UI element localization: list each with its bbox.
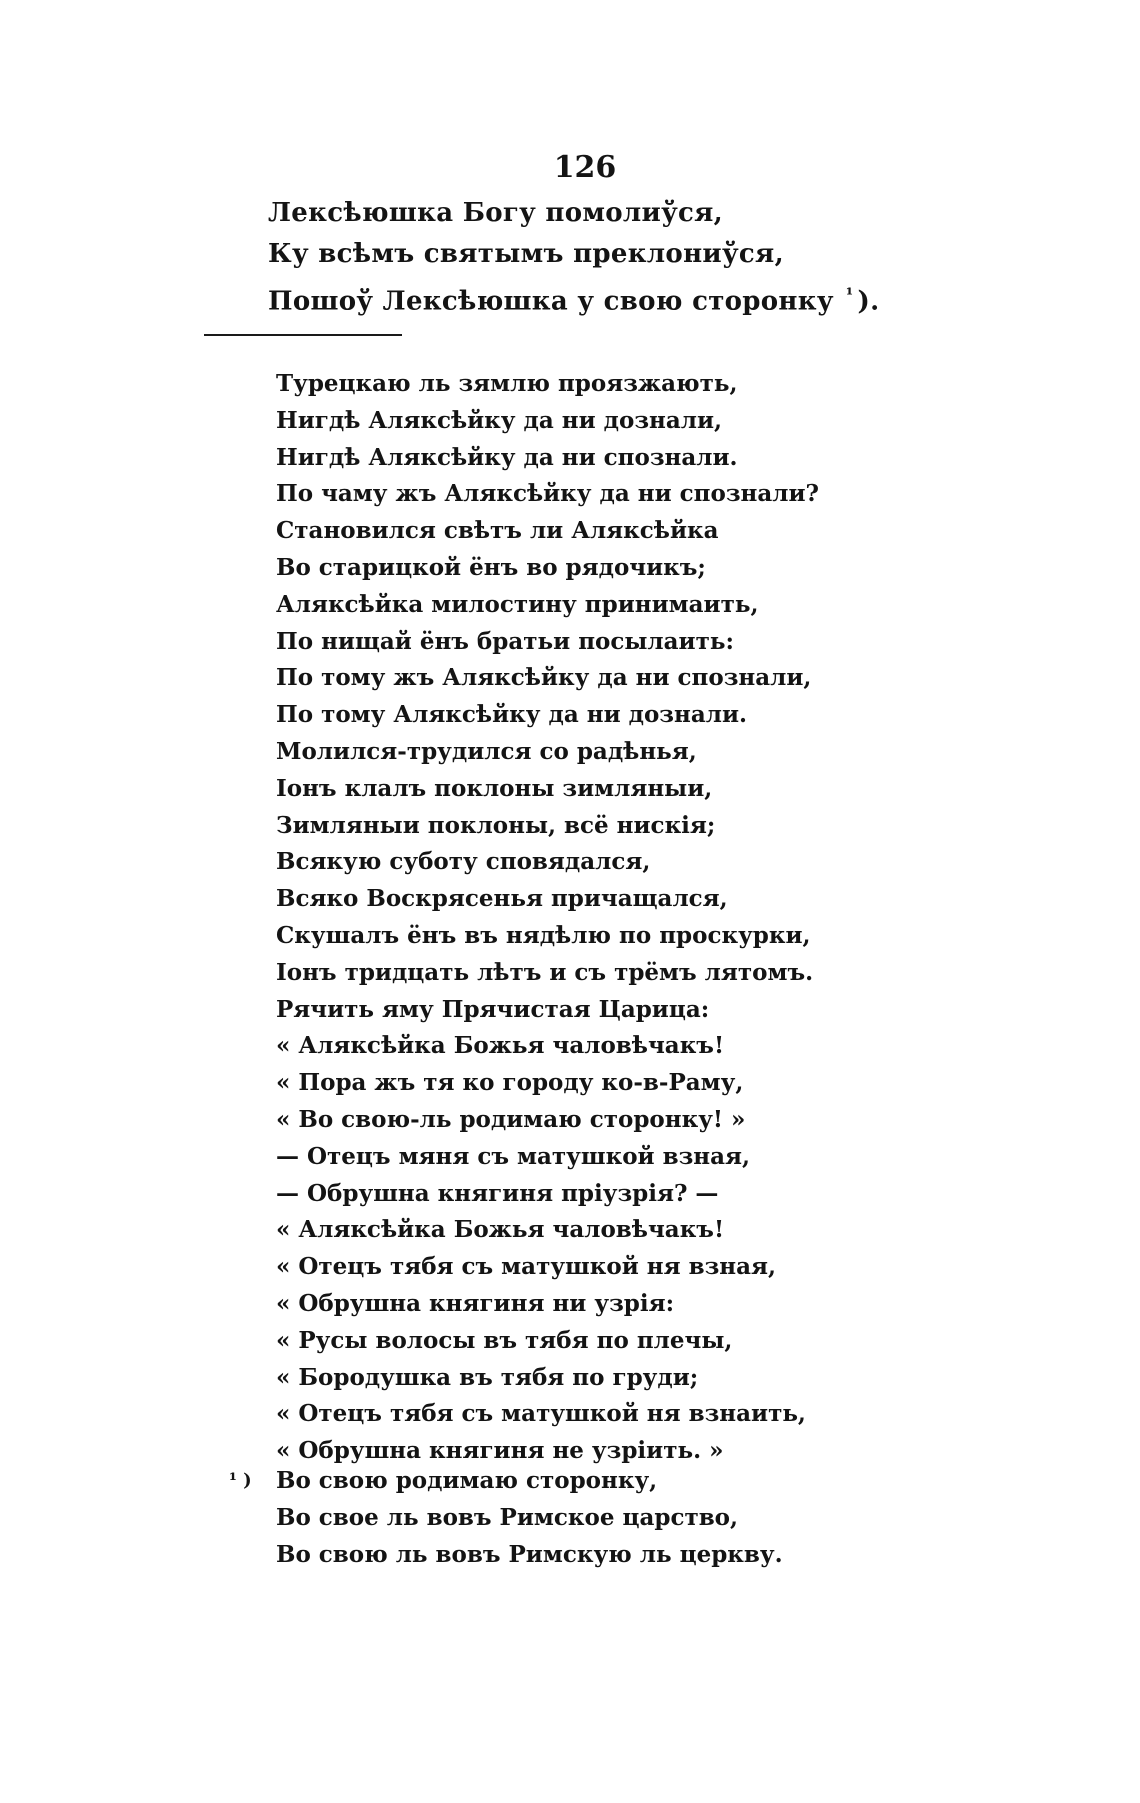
footnote-line: По тому жъ Аляксѣйку да ни спознали, — [276, 664, 812, 692]
footnote-line: « Во свою-ль родимаю сторонку! » — [276, 1105, 746, 1133]
variant-line: Во свою ль вовъ Римскую ль церкву. — [276, 1540, 783, 1568]
footnote-line: Скушалъ ёнъ въ нядѣлю по проскурки, — [276, 921, 811, 949]
verse-line-text: Пошоў Лексѣюшка у свою сторонку — [268, 286, 834, 317]
footnote-reference: ¹ — [845, 285, 854, 305]
footnote-line: Аляксѣйка милостину принимаить, — [276, 590, 759, 618]
footnote-line: « Обрушна княгиня ни узрія: — [276, 1289, 675, 1317]
verse-line: Лексѣюшка Богу помолиўся, — [268, 198, 724, 228]
footnote-verses — [276, 366, 1056, 1470]
main-verses — [268, 193, 1068, 316]
footnote-line: — Обрушна княгиня пріузрія? — — [276, 1179, 719, 1207]
variant-line: Во свою родимаю сторонку, — [276, 1467, 658, 1494]
verse-line: Ку всѣмъ святымъ преклониўся, — [268, 239, 784, 269]
footnote-line: По нищай ёнъ братьи посылаить: — [276, 627, 734, 655]
footnote-line: « Отецъ тябя съ матушкой ня взная, — [276, 1253, 777, 1281]
footnote-line: « Отецъ тябя съ матушкой ня взнаить, — [276, 1400, 806, 1428]
footnote-line: Нигдѣ Аляксѣйку да ни дознали, — [276, 406, 723, 434]
footnote-line: Нигдѣ Аляксѣйку да ни спознали. — [276, 443, 738, 471]
footnote-line: — Отецъ мяня съ матушкой взная, — [276, 1142, 751, 1170]
footnote-line: « Аляксѣйка Божья чаловѣчакъ! — [276, 1216, 725, 1244]
verse-line-trailing: ). — [857, 286, 880, 317]
footnote-line: Рячить яму Прячистая Царица: — [276, 995, 710, 1023]
footnote-line: Молился-трудился со радѣнья, — [276, 737, 697, 765]
verse-line-with-footnote — [268, 275, 1068, 316]
footnote-line: « Бородушка въ тябя по груди; — [276, 1363, 699, 1391]
footnote-line: Турецкаю ль зямлю проязжають, — [276, 370, 738, 397]
footnote-line: Всякую суботу сповядался, — [276, 848, 651, 876]
footnote-line: « Аляксѣйка Божья чаловѣчакъ! — [276, 1032, 725, 1060]
footnote-line: Іонъ тридцать лѣтъ и съ трёмъ лятомъ. — [276, 958, 814, 986]
footnote-line: « Русы волосы въ тябя по плечы, — [276, 1326, 733, 1354]
footnote-line: « Пора жъ тя ко городу ко-в-Раму, — [276, 1069, 744, 1097]
variant-line: Во свое ль вовъ Римское царство, — [276, 1503, 739, 1531]
footnote-line: По чаму жъ Аляксѣйку да ни спознали? — [276, 480, 820, 508]
footnote-line: Зимляныи поклоны, всё нискія; — [276, 811, 716, 839]
footnote-line: Всяко Воскрясенья причащался, — [276, 885, 728, 913]
footnote-line: Становился свѣтъ ли Аляксѣйка — [276, 517, 719, 545]
footnote-line: « Обрушна княгиня не узріить. » — [276, 1437, 724, 1465]
footnote-label: ¹ ) — [229, 1470, 252, 1491]
footnote-line: Во старицкой ёнъ во рядочикъ; — [276, 553, 706, 581]
footnote-line: По тому Аляксѣйку да ни дознали. — [276, 701, 748, 729]
footnote-variants — [276, 1463, 1056, 1573]
page-number: 126 — [553, 150, 617, 185]
footnote-separator — [204, 334, 402, 336]
footnote-line: Іонъ клалъ поклоны зимляныи, — [276, 774, 713, 802]
